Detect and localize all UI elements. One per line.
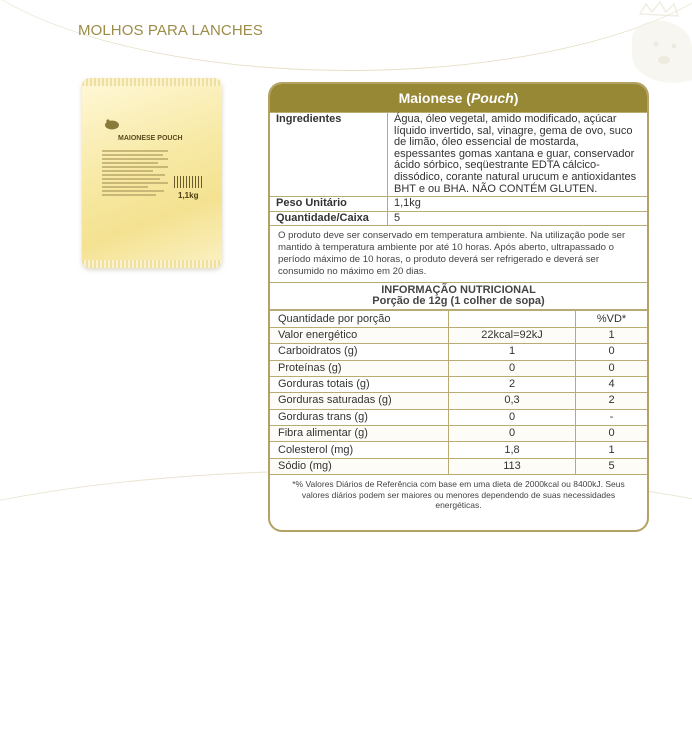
nutrient-name: Valor energético	[270, 327, 449, 343]
ingredients-label: Ingredientes	[270, 113, 388, 197]
nutrient-name: Proteínas (g)	[270, 360, 449, 376]
pouch-fine-print	[102, 148, 168, 198]
box-quantity-label: Quantidade/Caixa	[270, 211, 388, 226]
ingredients-value: Água, óleo vegetal, amido modificado, açúcar líquido invertido, sal, vinagre, gema de ovo, suco de limão, óleo essencial de mostarda, espessantes gomas xantana e guar, conservador ácido sórbico, seqüestrante EDTA cálcico-dissódico, corante natural urucum e antioxidantes BHT e ou BHA. NÃO CONTÉM GLUTEN.	[388, 113, 648, 197]
nutrient-vd: -	[576, 409, 648, 425]
nutrient-amount: 113	[449, 458, 576, 474]
nutrition-title: INFORMAÇÃO NUTRICIONAL	[381, 283, 536, 296]
nutrition-header-row	[270, 311, 647, 327]
nutrient-amount: 2	[449, 376, 576, 392]
nutrient-amount: 0,3	[449, 393, 576, 409]
section-title: MOLHOS PARA LANCHES	[78, 22, 264, 39]
nutrient-vd: 0	[576, 344, 648, 360]
nutrient-amount: 1,8	[449, 442, 576, 458]
storage-note: O produto deve ser conservado em temperatura ambiente. Na utilização pode ser mantido à temperatura ambiente por até 10 horas. Após aberto, ultrapassado o período máximo de 10 horas, o produto deverá ser refrigerado e deverá ser consumido no máximo em 20 dias.	[270, 226, 647, 282]
nutrient-vd: 2	[576, 393, 648, 409]
bear-crown-watermark-icon	[572, 0, 692, 90]
pouch-crimp-top	[82, 78, 222, 86]
table-row	[270, 360, 647, 376]
nutrient-amount: 0	[449, 360, 576, 376]
product-details-table	[270, 112, 647, 226]
box-quantity-row	[270, 211, 647, 226]
nutrient-name: Sódio (mg)	[270, 458, 449, 474]
box-quantity-value: 5	[388, 211, 648, 226]
pouch-package	[82, 78, 222, 268]
pouch-crimp-bottom	[82, 260, 222, 268]
table-row	[270, 458, 647, 474]
pouch-product-name: MAIONESE POUCH	[118, 135, 183, 142]
header-quantity: Quantidade por porção	[270, 311, 449, 327]
table-row	[270, 442, 647, 458]
nutrition-footnote: *% Valores Diários de Referência com base em uma dieta de 2000kcal ou 8400kJ. Seus valores diários podem ser maiores ou menores dependendo de suas necessidades energéticas.	[292, 479, 625, 511]
table-row	[270, 393, 647, 409]
unit-weight-value: 1,1kg	[388, 197, 648, 212]
table-row	[270, 426, 647, 442]
nutrient-name: Gorduras saturadas (g)	[270, 393, 449, 409]
nutrient-amount: 0	[449, 409, 576, 425]
product-info-card	[268, 82, 649, 532]
unit-weight-row	[270, 197, 647, 212]
nutrient-vd: 1	[576, 442, 648, 458]
card-title-italic: Pouch	[470, 90, 514, 106]
nutrient-vd: 1	[576, 327, 648, 343]
product-image	[82, 78, 222, 268]
ingredients-row	[270, 113, 647, 197]
nutrient-amount: 1	[449, 344, 576, 360]
table-row	[270, 327, 647, 343]
bear-logo-icon	[104, 118, 120, 130]
nutrition-portion: Porção de 12g (1 colher de sopa)	[372, 294, 545, 307]
card-title: Maionese (Pouch)	[270, 84, 647, 112]
barcode-icon	[174, 176, 204, 188]
nutrition-heading	[270, 283, 647, 311]
unit-weight-label: Peso Unitário	[270, 197, 388, 212]
nutrient-vd: 4	[576, 376, 648, 392]
nutrient-name: Gorduras totais (g)	[270, 376, 449, 392]
table-row	[270, 344, 647, 360]
nutrient-name: Colesterol (mg)	[270, 442, 449, 458]
nutrition-table	[270, 310, 647, 475]
nutrient-amount: 0	[449, 426, 576, 442]
nutrient-vd: 5	[576, 458, 648, 474]
nutrient-name: Gorduras trans (g)	[270, 409, 449, 425]
header-vd: %VD*	[576, 311, 648, 327]
card-title-main: Maionese	[398, 90, 463, 106]
nutrient-name: Fibra alimentar (g)	[270, 426, 449, 442]
header-blank	[449, 311, 576, 327]
pouch-weight: 1,1kg	[178, 191, 199, 200]
nutrient-vd: 0	[576, 426, 648, 442]
nutrient-amount: 22kcal=92kJ	[449, 327, 576, 343]
nutrient-name: Carboidratos (g)	[270, 344, 449, 360]
nutrient-vd: 0	[576, 360, 648, 376]
table-row	[270, 409, 647, 425]
table-row	[270, 376, 647, 392]
